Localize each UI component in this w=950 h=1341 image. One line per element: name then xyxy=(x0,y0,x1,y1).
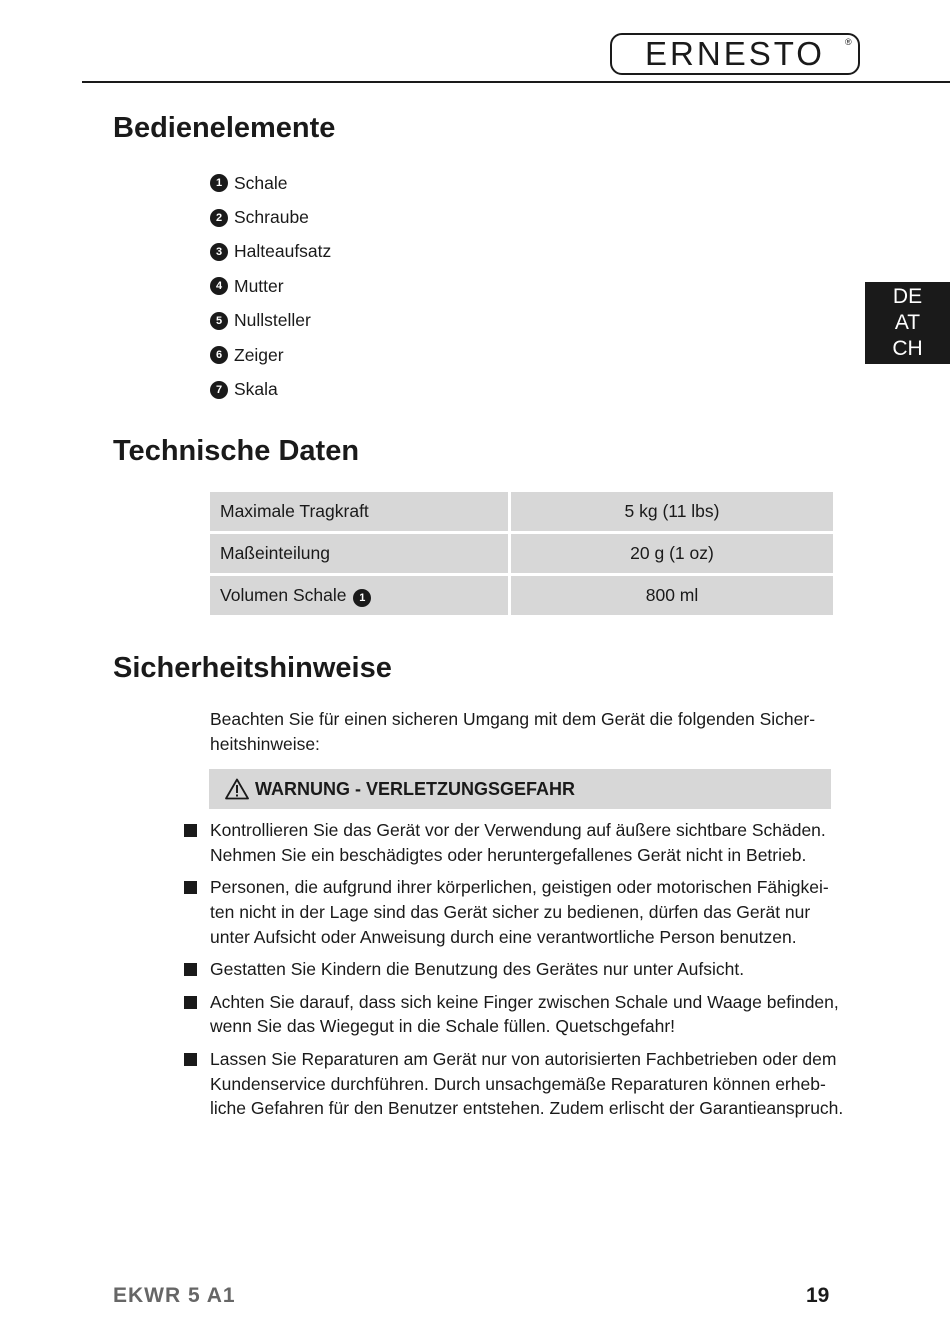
list-item xyxy=(210,372,331,406)
number-badge: 7 xyxy=(210,381,228,399)
number-badge: 5 xyxy=(210,312,228,330)
language-at: AT xyxy=(894,311,921,334)
table-key: Volumen Schale xyxy=(220,584,347,605)
table-key: Maximale Tragkraft xyxy=(210,492,511,534)
list-item xyxy=(184,875,844,949)
bullet-text: Achten Sie darauf, dass sich keine Finger zwischen Schale und Waage befinden, wenn Sie das Wiegegut in die Schale füllen. Quetschgefahr! xyxy=(210,991,839,1037)
list-item xyxy=(210,304,331,338)
warning-label: WARNUNG - VERLETZUNGSGEFAHR xyxy=(255,778,576,799)
list-item xyxy=(184,1047,844,1121)
header-divider xyxy=(82,81,950,83)
bullet-text: Personen, die aufgrund ihrer körperlichen, geistigen oder motorischen Fähigkei-ten nicht in der Lage sind das Gerät sicher zu bedienen, dürfen das Gerät nur unter Aufsicht oder Anweisung durch eine verantwortliche Person benutzen. xyxy=(210,877,829,947)
number-badge: 4 xyxy=(210,277,228,295)
list-item xyxy=(184,957,844,982)
list-item xyxy=(210,269,331,303)
list-item xyxy=(184,818,844,868)
language-ch: CH xyxy=(892,337,923,360)
bullet-text: Gestatten Sie Kindern die Benutzung des Gerätes nur unter Aufsicht. xyxy=(210,959,745,980)
part-label: Zeiger xyxy=(234,344,284,365)
bullet-square-icon xyxy=(184,996,197,1009)
table-value: 20 g (1 oz) xyxy=(511,534,833,576)
safety-intro: Beachten Sie für einen sicheren Umgang mit dem Gerät die folgenden Sicher-heitshinweise: xyxy=(210,709,816,754)
language-tab xyxy=(865,282,950,364)
list-item xyxy=(210,200,331,234)
number-badge: 2 xyxy=(210,209,228,227)
table-row xyxy=(210,534,833,576)
table-row xyxy=(210,576,833,615)
table-row xyxy=(210,492,833,534)
safety-heading: Sicherheitshinweise xyxy=(113,652,392,684)
part-label: Nullsteller xyxy=(234,310,311,331)
bullet-square-icon xyxy=(184,1053,197,1066)
safety-list xyxy=(184,818,844,1129)
part-label: Schraube xyxy=(234,207,309,228)
tech-heading: Technische Daten xyxy=(113,435,360,467)
number-badge: 6 xyxy=(210,346,228,364)
footer-model: EKWR 5 A1 xyxy=(113,1284,236,1307)
list-item xyxy=(210,235,331,269)
tech-table xyxy=(210,492,833,615)
bullet-square-icon xyxy=(184,881,197,894)
registered-mark: ® xyxy=(845,37,852,47)
parts-list xyxy=(210,166,331,407)
brand-name: ERNESTO xyxy=(645,35,825,72)
bullet-text: Kontrollieren Sie das Gerät vor der Verwendung auf äußere sichtbare Schäden. Nehmen Sie ein beschädigtes oder heruntergefallenes Gerät nicht in Betrieb. xyxy=(210,820,826,865)
number-badge: 3 xyxy=(210,243,228,261)
number-badge: 1 xyxy=(353,589,371,607)
part-label: Skala xyxy=(234,379,278,400)
bullet-square-icon xyxy=(184,824,197,837)
list-item xyxy=(210,166,331,200)
list-item xyxy=(184,990,844,1040)
brand-logo xyxy=(610,33,860,75)
table-key: Maßeinteilung xyxy=(210,534,511,576)
list-item xyxy=(210,338,331,372)
warning-banner xyxy=(209,769,831,809)
part-label: Mutter xyxy=(234,275,284,296)
part-label: Halteaufsatz xyxy=(234,241,332,262)
part-label: Schale xyxy=(234,172,288,193)
language-de: DE xyxy=(892,285,923,308)
table-value: 5 kg (11 lbs) xyxy=(511,492,833,534)
number-badge: 1 xyxy=(210,174,228,192)
bullet-square-icon xyxy=(184,963,197,976)
page-number: 19 xyxy=(806,1284,830,1307)
warning-triangle-icon xyxy=(225,778,249,800)
bullet-text: Lassen Sie Reparaturen am Gerät nur von autorisierten Fachbetrieben oder dem Kundenservice durchführen. Durch unsachgemäße Reparaturen können erheb-liche Gefahren für den Benutzer entstehen. Zudem erlischt der Garantieanspruch. xyxy=(210,1048,844,1119)
table-key-cell xyxy=(210,576,511,615)
controls-heading: Bedienelemente xyxy=(113,112,336,144)
table-value: 800 ml xyxy=(511,576,833,615)
